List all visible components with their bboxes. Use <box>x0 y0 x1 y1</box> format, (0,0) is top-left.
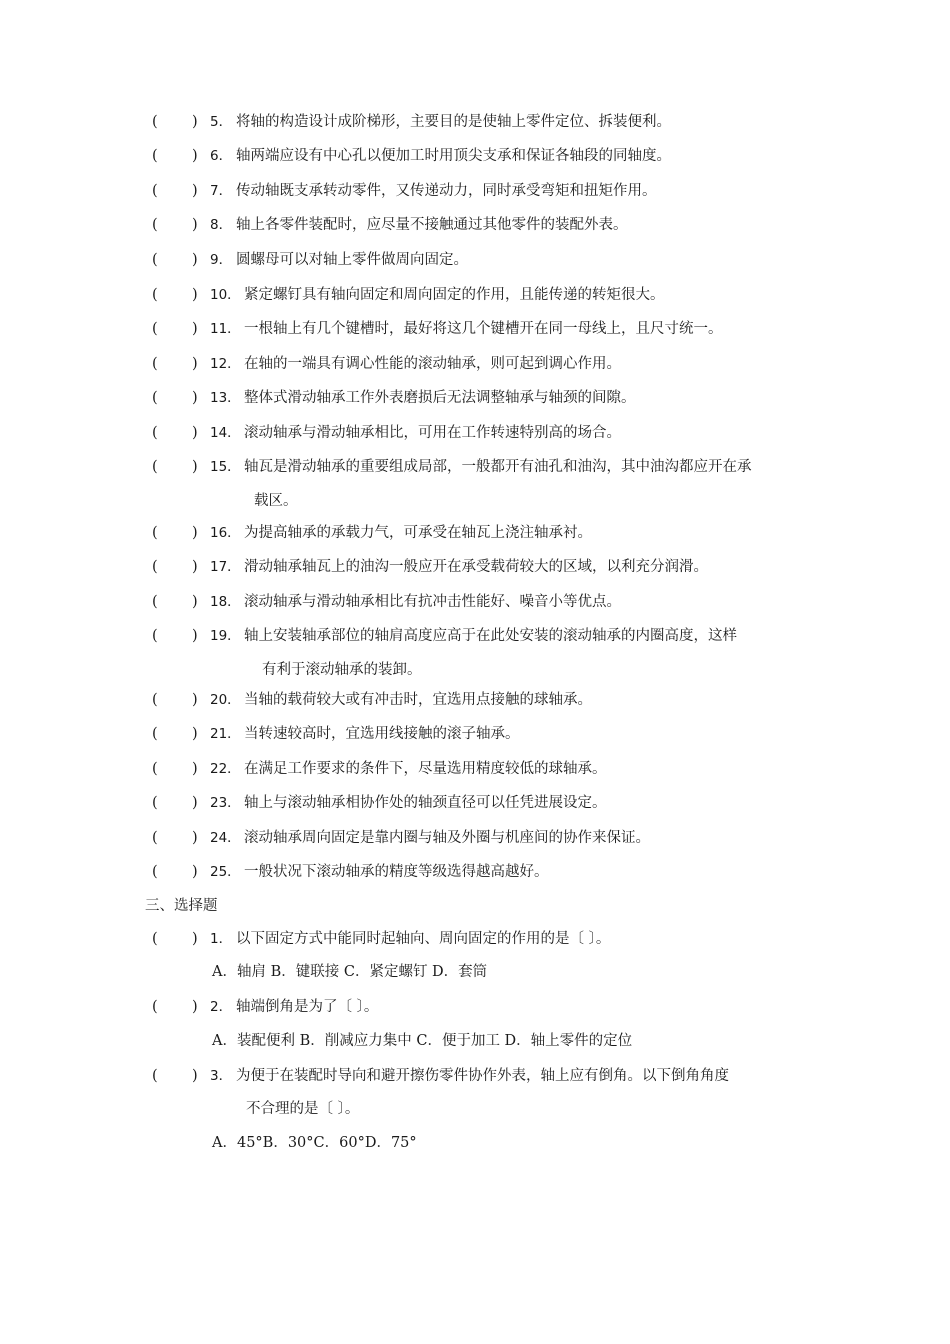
tf-question-continuation-row <box>0 657 950 683</box>
question-number: 5． <box>210 114 233 130</box>
open-paren: ( <box>152 692 158 708</box>
open-paren: ( <box>152 1068 158 1084</box>
open-paren: ( <box>152 999 158 1015</box>
tf-question-row <box>0 825 950 851</box>
tf-question-row <box>0 178 950 204</box>
close-paren: ) <box>192 931 198 947</box>
question-text: 将轴的构造设计成阶梯形，主要目的是使轴上零件定位、拆装便利。 <box>236 114 671 130</box>
close-paren: ) <box>192 217 198 233</box>
question-number: 1． <box>210 931 233 947</box>
open-paren: ( <box>152 356 158 372</box>
close-paren: ) <box>192 761 198 777</box>
close-paren: ) <box>192 287 198 303</box>
open-paren: ( <box>152 795 158 811</box>
question-number: 16． <box>210 525 241 541</box>
question-text: 滚动轴承与滑动轴承相比有抗冲击性能好、噪音小等优点。 <box>244 594 621 610</box>
close-paren: ) <box>192 692 198 708</box>
open-paren: ( <box>152 830 158 846</box>
question-number: 8． <box>210 217 233 233</box>
question-text: 传动轴既支承转动零件，又传递动力，同时承受弯矩和扭矩作用。 <box>236 183 657 199</box>
close-paren: ) <box>192 628 198 644</box>
question-number: 24． <box>210 830 241 846</box>
question-number: 17． <box>210 559 241 575</box>
open-paren: ( <box>152 459 158 475</box>
question-text: 整体式滑动轴承工作外表磨损后无法调整轴承与轴颈的间隙。 <box>244 390 636 406</box>
close-paren: ) <box>192 830 198 846</box>
question-number: 20． <box>210 692 241 708</box>
question-text: 轴上各零件装配时，应尽量不接触通过其他零件的装配外表。 <box>236 217 628 233</box>
question-number: 19． <box>210 628 241 644</box>
question-number: 13． <box>210 390 241 406</box>
question-text: 轴瓦是滑动轴承的重要组成局部，一般都开有油孔和油沟，其中油沟都应开在承 <box>244 459 752 475</box>
tf-question-row <box>0 790 950 816</box>
question-text: 轴端倒角是为了〔 〕。 <box>236 999 379 1015</box>
tf-question-row <box>0 454 950 480</box>
question-text: 在轴的一端具有调心性能的滚动轴承，则可起到调心作用。 <box>244 356 621 372</box>
question-text: 滑动轴承轴瓦上的油沟一般应开在承受载荷较大的区域，以利充分润滑。 <box>244 559 708 575</box>
question-number: 15． <box>210 459 241 475</box>
question-number: 6． <box>210 148 233 164</box>
close-paren: ) <box>192 864 198 880</box>
question-text: 轴上安装轴承部位的轴肩高度应高于在此处安装的滚动轴承的内圈高度，这样 <box>244 628 737 644</box>
tf-question-row <box>0 756 950 782</box>
tf-question-row <box>0 282 950 308</box>
open-paren: ( <box>152 594 158 610</box>
question-number: 3． <box>210 1068 233 1084</box>
question-number: 23． <box>210 795 241 811</box>
close-paren: ) <box>192 726 198 742</box>
tf-question-row <box>0 420 950 446</box>
open-paren: ( <box>152 114 158 130</box>
question-text: 一根轴上有几个键槽时，最好将这几个键槽开在同一母线上，且尺寸统一。 <box>244 321 723 337</box>
open-paren: ( <box>152 217 158 233</box>
tf-question-row <box>0 385 950 411</box>
choice-question-row <box>0 994 950 1020</box>
close-paren: ) <box>192 795 198 811</box>
question-number: 14． <box>210 425 241 441</box>
question-text-continuation: 有利于滚动轴承的装卸。 <box>262 662 422 678</box>
question-text: 滚动轴承与滑动轴承相比，可用在工作转速特别高的场合。 <box>244 425 621 441</box>
tf-question-row <box>0 143 950 169</box>
close-paren: ) <box>192 999 198 1015</box>
question-text: 滚动轴承周向固定是靠内圈与轴及外圈与机座间的协作来保证。 <box>244 830 650 846</box>
close-paren: ) <box>192 148 198 164</box>
question-number: 21． <box>210 726 241 742</box>
choice-options-row <box>0 1130 950 1156</box>
close-paren: ) <box>192 559 198 575</box>
tf-question-row <box>0 316 950 342</box>
question-number: 9． <box>210 252 233 268</box>
question-number: 25． <box>210 864 241 880</box>
close-paren: ) <box>192 1068 198 1084</box>
question-text: 轴两端应设有中心孔以便加工时用顶尖支承和保证各轴段的同轴度。 <box>236 148 671 164</box>
question-text: 为提高轴承的承载力气，可承受在轴瓦上浇注轴承衬。 <box>244 525 592 541</box>
choice-question-row <box>0 1063 950 1089</box>
question-number: 12． <box>210 356 241 372</box>
tf-question-row <box>0 687 950 713</box>
tf-question-row <box>0 247 950 273</box>
question-text: 当转速较高时，宜选用线接触的滚子轴承。 <box>244 726 520 742</box>
question-text: 紧定螺钉具有轴向固定和周向固定的作用，且能传递的转矩很大。 <box>244 287 665 303</box>
open-paren: ( <box>152 148 158 164</box>
choice-question-continuation-row <box>0 1096 950 1122</box>
question-text: 为便于在装配时导向和避开擦伤零件协作外表，轴上应有倒角。以下倒角角度 <box>236 1068 729 1084</box>
question-text: 当轴的载荷较大或有冲击时，宜选用点接触的球轴承。 <box>244 692 592 708</box>
close-paren: ) <box>192 425 198 441</box>
close-paren: ) <box>192 252 198 268</box>
answer-options: A．45°B．30°C．60°D．75° <box>212 1135 417 1151</box>
open-paren: ( <box>152 390 158 406</box>
tf-question-continuation-row <box>0 488 950 514</box>
question-number: 7． <box>210 183 233 199</box>
tf-question-row <box>0 554 950 580</box>
close-paren: ) <box>192 321 198 337</box>
question-text: 一般状况下滚动轴承的精度等级选得越高越好。 <box>244 864 549 880</box>
question-number: 10． <box>210 287 241 303</box>
tf-question-row <box>0 351 950 377</box>
question-text: 轴上与滚动轴承相协作处的轴颈直径可以任凭进展设定。 <box>244 795 607 811</box>
section-heading-row <box>0 893 950 919</box>
close-paren: ) <box>192 183 198 199</box>
open-paren: ( <box>152 559 158 575</box>
open-paren: ( <box>152 628 158 644</box>
question-number: 2． <box>210 999 233 1015</box>
open-paren: ( <box>152 183 158 199</box>
tf-question-row <box>0 109 950 135</box>
choice-options-row <box>0 1028 950 1054</box>
tf-question-row <box>0 623 950 649</box>
question-text: 以下固定方式中能同时起轴向、周向固定的作用的是〔 〕。 <box>236 931 611 947</box>
section-heading: 三、选择题 <box>145 898 218 914</box>
question-text-continuation: 载区。 <box>254 493 298 509</box>
open-paren: ( <box>152 761 158 777</box>
question-number: 22． <box>210 761 241 777</box>
open-paren: ( <box>152 321 158 337</box>
tf-question-row <box>0 721 950 747</box>
open-paren: ( <box>152 525 158 541</box>
open-paren: ( <box>152 726 158 742</box>
open-paren: ( <box>152 425 158 441</box>
open-paren: ( <box>152 252 158 268</box>
choice-question-row <box>0 926 950 952</box>
close-paren: ) <box>192 525 198 541</box>
close-paren: ) <box>192 459 198 475</box>
close-paren: ) <box>192 594 198 610</box>
open-paren: ( <box>152 287 158 303</box>
tf-question-row <box>0 589 950 615</box>
choice-options-row <box>0 959 950 985</box>
close-paren: ) <box>192 356 198 372</box>
question-number: 18． <box>210 594 241 610</box>
answer-options: A．轴肩 B．键联接 C．紧定螺钉 D．套筒 <box>212 964 488 980</box>
answer-options: A．装配便利 B．削减应力集中 C．便于加工 D．轴上零件的定位 <box>212 1033 633 1049</box>
tf-question-row <box>0 859 950 885</box>
close-paren: ) <box>192 114 198 130</box>
tf-question-row <box>0 520 950 546</box>
question-number: 11． <box>210 321 241 337</box>
tf-question-row <box>0 212 950 238</box>
open-paren: ( <box>152 864 158 880</box>
open-paren: ( <box>152 931 158 947</box>
question-text-continuation: 不合理的是〔 〕。 <box>246 1101 360 1117</box>
close-paren: ) <box>192 390 198 406</box>
question-text: 在满足工作要求的条件下，尽量选用精度较低的球轴承。 <box>244 761 607 777</box>
question-text: 圆螺母可以对轴上零件做周向固定。 <box>236 252 468 268</box>
